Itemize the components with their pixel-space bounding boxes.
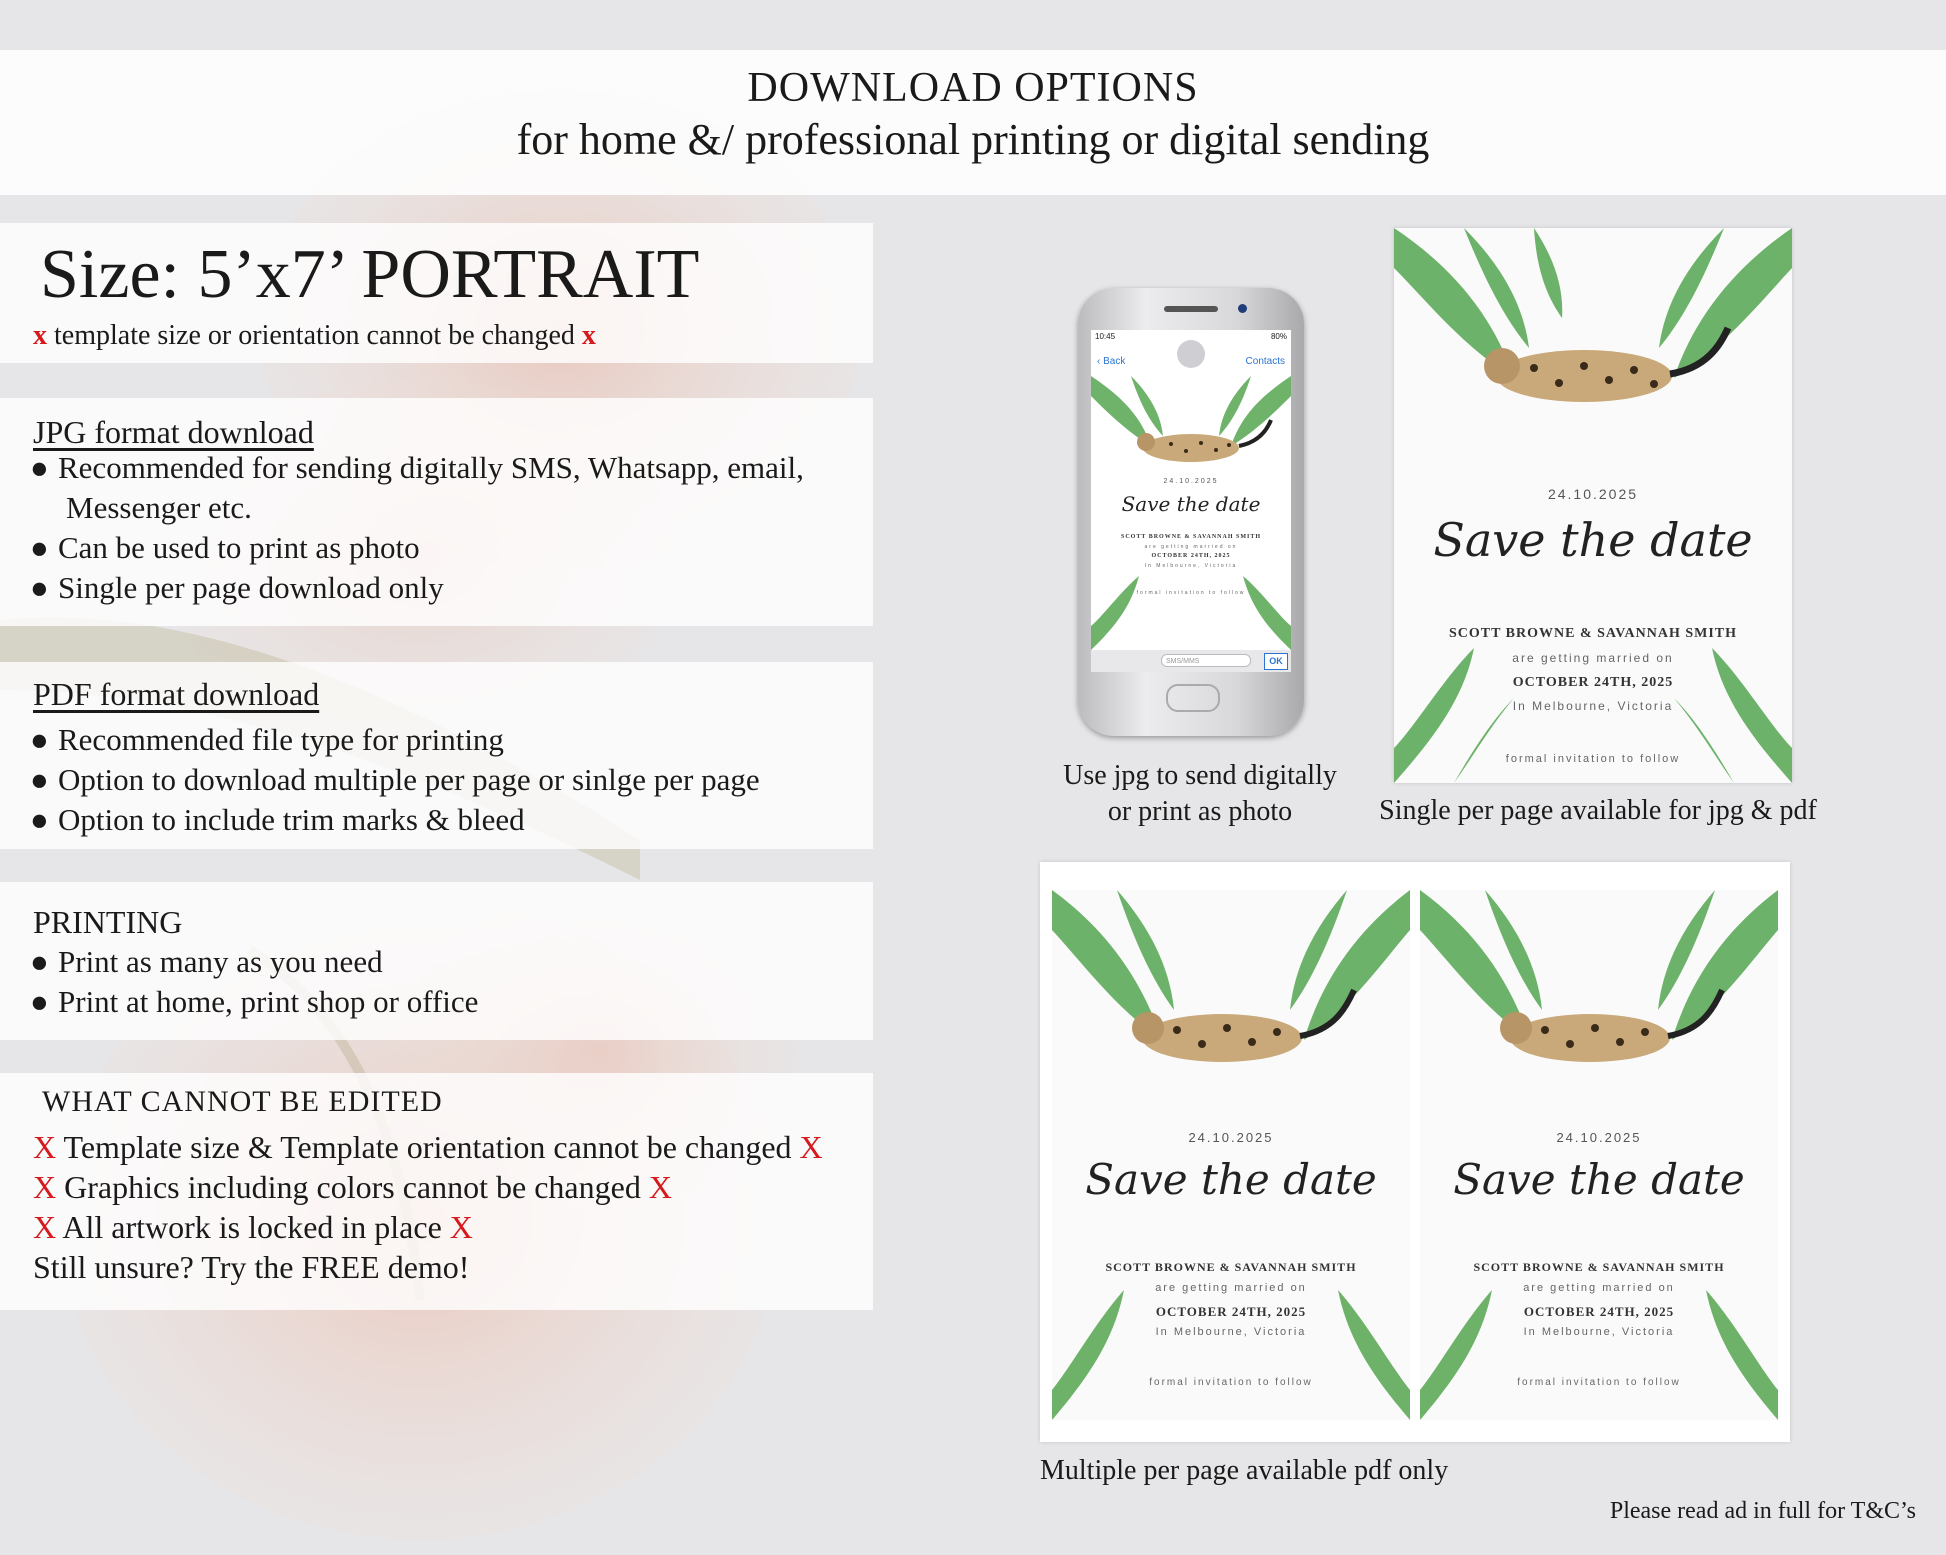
bullet-icon: ● (30, 722, 49, 757)
pdf-title: PDF format download (33, 676, 320, 712)
list-item: ● Recommended file type for printing (30, 722, 504, 757)
list-item: ● Option to include trim marks & bleed (30, 802, 525, 837)
red-x-icon: X (33, 1169, 57, 1205)
cannot-edit-title: WHAT CANNOT BE EDITED (42, 1085, 443, 1118)
jpg-title: JPG format download (33, 414, 314, 450)
sheet-card-right: 24.10.2025 Save the date SCOTT BROWNE & SAVANNAH SMITH are getting married on OCTOBER 24TH, 2025 In Melbourne, Victoria formal invitation to follow (1420, 890, 1778, 1420)
bullet-icon: ● (30, 570, 49, 605)
red-x-icon: x (581, 320, 596, 351)
jpg-panel (0, 398, 873, 626)
bullet-icon: ● (30, 984, 49, 1019)
size-panel (0, 223, 873, 363)
page-title: DOWNLOAD OPTIONS (747, 65, 1199, 111)
list-item: X Graphics including colors cannot be changed X (33, 1169, 672, 1205)
red-x-icon: X (33, 1209, 57, 1245)
contact-avatar-icon (1177, 340, 1205, 368)
phone-status-bar: 10:45 80% (1095, 332, 1287, 341)
home-button (1166, 684, 1220, 712)
contacts-link[interactable]: Contacts (1245, 356, 1285, 367)
bullet-icon: ● (30, 762, 49, 797)
sheet-card-left: 24.10.2025 Save the date SCOTT BROWNE & SAVANNAH SMITH are getting married on OCTOBER 24TH, 2025 In Melbourne, Victoria formal invitation to follow (1052, 890, 1410, 1420)
ok-button[interactable]: OK (1264, 653, 1288, 670)
size-note-text: template size or orientation cannot be changed (47, 320, 582, 351)
camera-icon (1238, 304, 1247, 313)
pdf-panel (0, 662, 873, 849)
bullet-icon: ● (30, 450, 49, 485)
message-bar (1091, 650, 1291, 672)
size-title: Size: 5’x7’ PORTRAIT (40, 236, 700, 313)
list-item: ● Single per page download only (30, 570, 444, 605)
red-x-icon: X (799, 1129, 823, 1165)
phone-caption: Use jpg to send digitally or print as photo (1063, 760, 1337, 827)
phone-invite-card: 24.10.2025 Save the date SCOTT BROWNE & SAVANNAH SMITH are getting married on OCTOBER 24TH, 2025 In Melbourne, Victoria formal invitation to follow (1091, 376, 1291, 650)
single-caption: Single per page available for jpg & pdf (1379, 795, 1817, 826)
printing-panel (0, 882, 873, 1040)
page-subtitle: for home &/ professional printing or digital sending (516, 115, 1430, 164)
red-x-icon: X (33, 1129, 57, 1165)
speaker-icon (1164, 306, 1218, 312)
bullet-icon: ● (30, 802, 49, 837)
back-button[interactable]: ‹ Back (1097, 356, 1126, 367)
list-item: ● Print at home, print shop or office (30, 984, 479, 1019)
list-item: X Template size & Template orientation cannot be changed X (33, 1129, 823, 1165)
sms-input[interactable]: SMS/MMS (1161, 654, 1251, 667)
multiple-card-sheet (1040, 862, 1790, 1442)
list-item: ● Print as many as you need (30, 944, 383, 979)
list-item: ● Recommended for sending digitally SMS, Whatsapp, email, (30, 450, 804, 485)
bullet-icon: ● (30, 530, 49, 565)
single-card-preview: 24.10.2025 Save the date SCOTT BROWNE & SAVANNAH SMITH are getting married on OCTOBER 24TH, 2025 In Melbourne, Victoria formal invitation to follow (1394, 228, 1792, 783)
red-x-icon: x (33, 320, 47, 351)
size-note (33, 320, 596, 352)
list-item: Messenger etc. (66, 490, 252, 525)
red-x-icon: X (449, 1209, 473, 1245)
terms-note: Please read ad in full for T&C’s (1609, 1498, 1916, 1524)
list-item: X All artwork is locked in place X (33, 1209, 473, 1245)
phone-screen (1091, 330, 1291, 672)
printing-title: PRINTING (33, 904, 183, 940)
phone-mockup (1078, 288, 1304, 736)
bullet-icon: ● (30, 944, 49, 979)
red-x-icon: X (648, 1169, 672, 1205)
multiple-caption: Multiple per page available pdf only (1040, 1455, 1449, 1486)
list-item: ● Can be used to print as photo (30, 530, 420, 565)
cannot-edit-panel (0, 1073, 873, 1310)
list-item: ● Option to download multiple per page or sinlge per page (30, 762, 760, 797)
header-banner (0, 50, 1946, 195)
demo-note: Still unsure? Try the FREE demo! (33, 1249, 470, 1285)
